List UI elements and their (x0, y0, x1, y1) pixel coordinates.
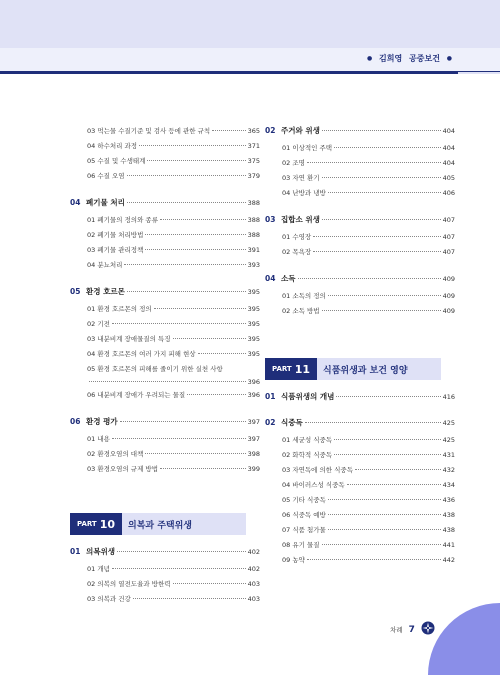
dot-leader (160, 468, 246, 469)
section-title: 집합소 위생 (281, 215, 320, 224)
entry-text: 04 환경 호르몬의 여러 가지 피해 현상 (87, 350, 196, 358)
dot-leader (127, 175, 246, 176)
entry-text: 04 난방과 냉방 (282, 189, 326, 197)
entry-page: 388 (247, 216, 260, 224)
entry-page: 375 (247, 157, 260, 165)
section-page: 388 (247, 199, 260, 207)
section-number: 03 (265, 215, 276, 224)
toc-entry (265, 186, 455, 201)
dot-leader (322, 177, 441, 178)
toc-entry (265, 171, 455, 186)
section-heading (70, 545, 260, 559)
entry-text: 02 목욕장 (282, 248, 312, 256)
toc-section (70, 415, 260, 477)
dot-leader (322, 219, 441, 220)
toc-entry (265, 553, 455, 568)
dot-leader (307, 559, 441, 560)
entry-page: 396 (247, 391, 260, 399)
dot-leader (173, 583, 246, 584)
dot-leader (89, 381, 246, 382)
entry-page: 403 (247, 595, 260, 603)
entry-page: 404 (442, 144, 455, 152)
section-page: 402 (247, 548, 260, 556)
entry-page: 407 (442, 233, 455, 241)
toc-entry (70, 462, 260, 477)
toc-entry (265, 156, 455, 171)
entry-text: 04 하수처리 과정 (87, 142, 138, 150)
entry-text: 04 분뇨처리 (87, 261, 123, 269)
entry-page: 432 (442, 466, 455, 474)
toc-entry (265, 493, 455, 508)
entry-text: 04 바이러스성 식중독 (282, 481, 345, 489)
entry-leader-line (87, 377, 260, 388)
entry-page: 391 (247, 246, 260, 254)
part-10-label: PART 10 (70, 513, 122, 535)
toc-right-column (265, 124, 455, 333)
section-title: 주거와 위생 (281, 126, 320, 135)
dot-leader (322, 130, 441, 131)
entry-text: 02 폐기물 처리방법 (87, 231, 144, 239)
entry-page: 379 (247, 172, 260, 180)
entry-page: 365 (247, 127, 260, 135)
dot-leader (133, 598, 246, 599)
compass-emblem-icon (421, 620, 435, 639)
entry-page: 431 (442, 451, 455, 459)
section-title: 의복위생 (86, 547, 115, 556)
entry-text: 03 자연 환기 (282, 174, 320, 182)
entry-text: 06 내분비계 장애가 우려되는 물질 (87, 391, 186, 399)
toc-entry (265, 538, 455, 553)
entry-text: 06 식중독 예방 (282, 511, 326, 519)
corner-decoration (428, 603, 500, 675)
entry-page: 398 (247, 450, 260, 458)
entry-page: 425 (442, 436, 455, 444)
dot-leader (117, 551, 246, 552)
entry-page: 399 (247, 465, 260, 473)
entry-page: 438 (442, 511, 455, 519)
entry-text: 05 기타 식중독 (282, 496, 326, 504)
dot-leader (198, 353, 246, 354)
header-bar (0, 48, 500, 74)
dot-leader (355, 469, 441, 470)
section-page: 397 (247, 418, 260, 426)
entry-text: 01 수영장 (282, 233, 312, 241)
toc-entry (265, 245, 455, 260)
section-heading (70, 415, 260, 429)
dot-leader (328, 192, 441, 193)
section-heading (70, 285, 260, 299)
section-heading (265, 272, 455, 286)
entry-page: 371 (247, 142, 260, 150)
dot-leader (212, 130, 245, 131)
dot-leader (127, 202, 246, 203)
section-number: 02 (265, 126, 276, 135)
toc-entry (265, 523, 455, 538)
entry-text: 01 폐기물의 정의와 종류 (87, 216, 158, 224)
toc-entry (70, 154, 260, 169)
top-band (0, 0, 500, 48)
section-number: 01 (265, 392, 276, 401)
toc-section (265, 416, 455, 568)
entry-text: 01 환경 호르몬의 정의 (87, 305, 152, 313)
section-number: 06 (70, 417, 81, 426)
section-number: 01 (70, 547, 81, 556)
header-author: 김희영 (379, 54, 403, 63)
entry-page: 407 (442, 248, 455, 256)
page-footer (390, 620, 435, 639)
entry-text: 03 의복과 건강 (87, 595, 131, 603)
entry-text: 05 환경 호르몬의 피해를 줄이기 위한 실천 사항 (87, 365, 223, 373)
section-heading (265, 390, 455, 404)
entry-page: 441 (442, 541, 455, 549)
dot-leader (347, 484, 441, 485)
dot-leader (127, 291, 246, 292)
dot-leader (305, 422, 441, 423)
entry-page: 438 (442, 526, 455, 534)
running-header (367, 53, 452, 64)
dot-leader (145, 453, 245, 454)
section-title: 폐기물 처리 (86, 198, 125, 207)
section-page: 407 (442, 216, 455, 224)
entry-text: 02 환경오염의 대책 (87, 450, 144, 458)
entry-page: 442 (442, 556, 455, 564)
section-heading (265, 124, 455, 138)
bullet-dot: ● (367, 55, 373, 62)
dot-leader (313, 236, 440, 237)
entry-text: 07 식품 첨가물 (282, 526, 326, 534)
entry-page: 404 (442, 159, 455, 167)
entry-text: 01 세균성 식중독 (282, 436, 333, 444)
dot-leader (124, 264, 245, 265)
dot-leader (120, 421, 246, 422)
toc-entry (265, 433, 455, 448)
entry-text: 03 내분비계 장애물질의 특징 (87, 335, 171, 343)
part-10-banner (70, 513, 246, 535)
section-page: 409 (442, 275, 455, 283)
entry-text: 02 소독 방법 (282, 307, 320, 315)
toc-entry (70, 258, 260, 273)
entry-page: 434 (442, 481, 455, 489)
toc-entry (70, 243, 260, 258)
dot-leader (112, 438, 246, 439)
entry-text: 03 자연독에 의한 식중독 (282, 466, 353, 474)
part-10-title: 의복과 주택위생 (122, 513, 246, 535)
dot-leader (336, 396, 440, 397)
toc-entry (70, 577, 260, 592)
dot-leader (298, 278, 441, 279)
dot-leader (307, 162, 441, 163)
toc-section (70, 545, 260, 607)
entry-text: 08 유기 물질 (282, 541, 320, 549)
section-page: 395 (247, 288, 260, 296)
dot-leader (334, 454, 441, 455)
part-11-label: PART 11 (265, 358, 317, 380)
toc-entry (70, 562, 260, 577)
entry-page: 402 (247, 565, 260, 573)
entry-text: 06 수질 오염 (87, 172, 125, 180)
entry-page: 396 (247, 378, 260, 386)
dot-leader (334, 439, 441, 440)
toc-entry (70, 388, 260, 403)
toc-entry (265, 508, 455, 523)
dot-leader (147, 160, 245, 161)
toc-entry (70, 447, 260, 462)
part-11-banner (265, 358, 441, 380)
entry-text: 01 이상적인 주택 (282, 144, 333, 152)
header-subject: 공중보건 (409, 54, 440, 63)
dot-leader (145, 249, 245, 250)
dot-leader (160, 219, 246, 220)
dot-leader (328, 499, 441, 500)
toc-entry (265, 463, 455, 478)
dot-leader (322, 544, 441, 545)
toc-entry (265, 230, 455, 245)
footer-label: 차례 (390, 626, 403, 634)
toc-entry (265, 478, 455, 493)
toc-section (265, 124, 455, 201)
entry-text: 05 수질 및 수생태계 (87, 157, 146, 165)
section-number: 04 (265, 274, 276, 283)
toc-entry (70, 228, 260, 243)
entry-page: 395 (247, 320, 260, 328)
section-page: 404 (442, 127, 455, 135)
dot-leader (187, 394, 245, 395)
toc-entry (70, 432, 260, 447)
header-tick (458, 72, 500, 74)
entry-page: 395 (247, 305, 260, 313)
part-11-sections (265, 390, 455, 582)
dot-leader (139, 145, 246, 146)
toc-entry (265, 289, 455, 304)
toc-entry (70, 347, 260, 362)
entry-text: 03 먹는물 수질기준 및 검사 등에 관한 규칙 (87, 127, 211, 135)
part-10-sections (70, 545, 260, 621)
toc-entry (70, 169, 260, 184)
toc-entry (70, 332, 260, 347)
dot-leader (154, 308, 246, 309)
dot-leader (173, 338, 246, 339)
toc-entry (70, 124, 260, 139)
part-11-title: 식품위생과 보건 영양 (317, 358, 441, 380)
bullet-dot: ● (446, 55, 452, 62)
section-title: 식중독 (281, 418, 303, 427)
entry-page: 409 (442, 292, 455, 300)
entry-text: 01 소독의 정의 (282, 292, 326, 300)
entry-page: 393 (247, 261, 260, 269)
toc-section (70, 124, 260, 184)
dot-leader (313, 251, 440, 252)
section-title: 식품위생의 개념 (281, 392, 335, 401)
entry-page: 405 (442, 174, 455, 182)
section-page: 425 (442, 419, 455, 427)
dot-leader (145, 234, 245, 235)
entry-page: 388 (247, 231, 260, 239)
entry-page: 403 (247, 580, 260, 588)
entry-text: 01 내용 (87, 435, 110, 443)
section-number: 04 (70, 198, 81, 207)
entry-page: 395 (247, 335, 260, 343)
section-heading (265, 213, 455, 227)
section-heading (70, 196, 260, 210)
toc-entry (70, 302, 260, 317)
section-number: 05 (70, 287, 81, 296)
section-title: 환경 평가 (86, 417, 118, 426)
toc-section (70, 285, 260, 403)
toc-section (265, 390, 455, 404)
dot-leader (328, 514, 441, 515)
toc-section (265, 272, 455, 319)
section-heading (265, 416, 455, 430)
toc-entry (265, 448, 455, 463)
entry-page: 397 (247, 435, 260, 443)
toc-entry (70, 139, 260, 154)
entry-text: 03 폐기물 관리정책 (87, 246, 144, 254)
toc-section (265, 213, 455, 260)
toc-entry (265, 141, 455, 156)
toc-entry (70, 213, 260, 228)
toc-entry (70, 317, 260, 332)
section-title: 소독 (281, 274, 296, 283)
dot-leader (334, 147, 441, 148)
entry-text: 02 기전 (87, 320, 110, 328)
dot-leader (322, 310, 441, 311)
toc-entry (70, 362, 260, 388)
entry-page: 395 (247, 350, 260, 358)
dot-leader (112, 323, 246, 324)
section-title: 환경 호르몬 (86, 287, 125, 296)
dot-leader (112, 568, 246, 569)
entry-page: 436 (442, 496, 455, 504)
section-page: 416 (442, 393, 455, 401)
toc-left-column (70, 124, 260, 491)
entry-text: 09 농약 (282, 556, 305, 564)
entry-page: 409 (442, 307, 455, 315)
entry-text: 02 화학적 식중독 (282, 451, 333, 459)
entry-page: 406 (442, 189, 455, 197)
page-number: 7 (408, 624, 415, 635)
section-number: 02 (265, 418, 276, 427)
toc-entry (70, 592, 260, 607)
dot-leader (328, 295, 441, 296)
entry-text: 02 의복의 열전도율과 방한력 (87, 580, 171, 588)
toc-entry (265, 304, 455, 319)
entry-text: 01 개념 (87, 565, 110, 573)
toc-section (70, 196, 260, 273)
entry-text: 03 환경오염의 규제 방법 (87, 465, 158, 473)
dot-leader (328, 529, 441, 530)
entry-text: 02 조명 (282, 159, 305, 167)
